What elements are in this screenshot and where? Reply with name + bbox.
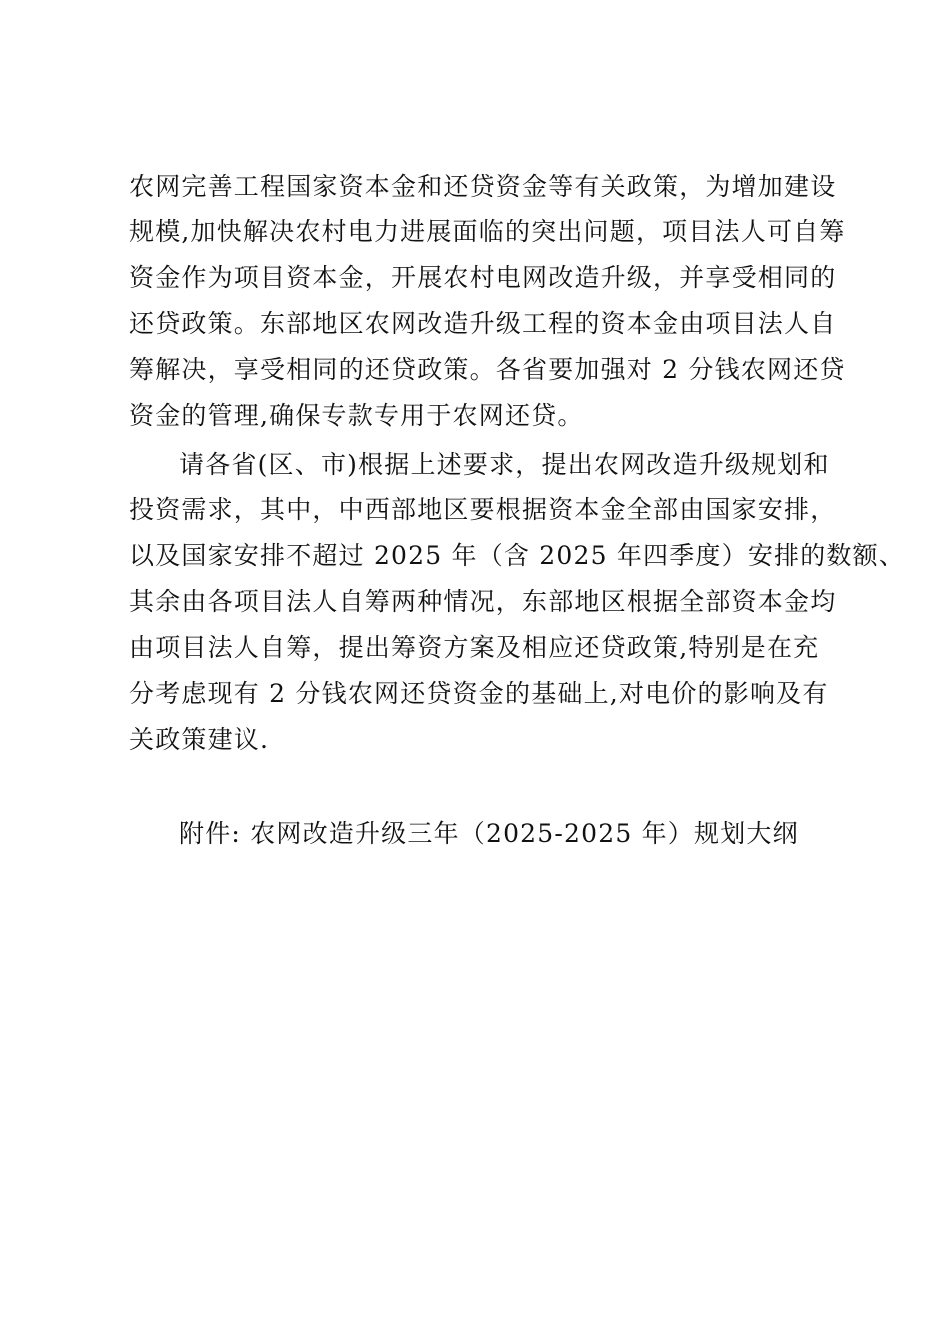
paragraph-2-line-4: 其余由各项目法人自筹两种情况，东部地区根据全部资本金均: [129, 587, 837, 616]
attachment-note: 附件: 农网改造升级三年（2025-2025 年）规划大纲: [179, 819, 799, 848]
paragraph-1-line-4: 还贷政策。东部地区农网改造升级工程的资本金由项目法人自: [129, 309, 837, 338]
paragraph-2-line-2: 投资需求，其中，中西部地区要根据资本金全部由国家安排，: [129, 495, 837, 524]
paragraph-1-line-3: 资金作为项目资本金，开展农村电网改造升级，并享受相同的: [129, 263, 837, 292]
paragraph-1-line-5: 筹解决，享受相同的还贷政策。各省要加强对 2 分钱农网还贷: [129, 355, 846, 384]
paragraph-1-line-2: 规模,加快解决农村电力进展面临的突出问题，项目法人可自筹: [129, 217, 846, 246]
paragraph-1-line-6: 资金的管理,确保专款专用于农网还贷。: [129, 401, 584, 430]
paragraph-2-line-6: 分考虑现有 2 分钱农网还贷资金的基础上,对电价的影响及有: [129, 679, 829, 708]
paragraph-2-line-7: 关政策建议.: [129, 725, 270, 754]
paragraph-1-line-1: 农网完善工程国家资本金和还贷资金等有关政策，为增加建设: [129, 172, 837, 201]
paragraph-2-line-1: 请各省(区、市)根据上述要求，提出农网改造升级规划和: [179, 450, 830, 479]
paragraph-2-line-5: 由项目法人自筹，提出筹资方案及相应还贷政策,特别是在充: [129, 633, 820, 662]
paragraph-2-line-3: 以及国家安排不超过 2025 年（含 2025 年四季度）安排的数额、: [129, 541, 906, 570]
